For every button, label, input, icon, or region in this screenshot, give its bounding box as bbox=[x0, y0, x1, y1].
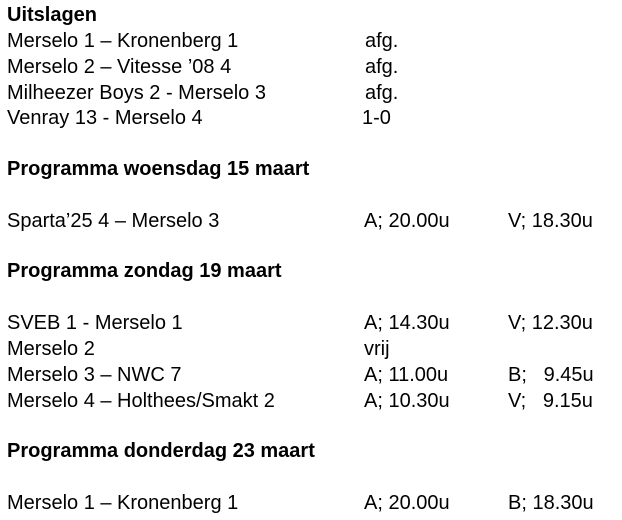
time-b: V; 12.30u bbox=[508, 312, 593, 334]
time-b: B; 9.45u bbox=[508, 364, 594, 386]
match-label: Merselo 3 – NWC 7 bbox=[7, 364, 182, 386]
time-b: B; 18.30u bbox=[508, 492, 594, 514]
time-a: A; 11.00u bbox=[364, 364, 449, 386]
time-b: V; 18.30u bbox=[508, 210, 593, 232]
time-a: A; 20.00u bbox=[364, 492, 450, 514]
time-a: A; 20.00u bbox=[364, 210, 450, 232]
match-label: Venray 13 - Merselo 4 bbox=[7, 107, 203, 129]
match-label: Merselo 1 – Kronenberg 1 bbox=[7, 492, 239, 514]
result-value: afg. bbox=[365, 56, 399, 78]
time-a: vrij bbox=[364, 338, 390, 360]
result-value: 1-0 bbox=[362, 107, 391, 129]
time-a: A; 10.30u bbox=[364, 390, 450, 412]
time-b: V; 9.15u bbox=[508, 390, 593, 412]
uitslagen-heading: Uitslagen bbox=[7, 4, 98, 26]
match-label: Merselo 2 – Vitesse ’08 4 bbox=[7, 56, 232, 78]
match-label: SVEB 1 - Merselo 1 bbox=[7, 312, 183, 334]
zondag-heading: Programma zondag 19 maart bbox=[7, 260, 282, 282]
match-label: Milheezer Boys 2 - Merselo 3 bbox=[7, 82, 266, 104]
donderdag-heading: Programma donderdag 23 maart bbox=[7, 440, 315, 462]
result-value: afg. bbox=[365, 30, 399, 52]
match-label: Merselo 2 bbox=[7, 338, 95, 360]
match-label: Sparta’25 4 – Merselo 3 bbox=[7, 210, 220, 232]
woensdag-heading: Programma woensdag 15 maart bbox=[7, 158, 310, 180]
time-a: A; 14.30u bbox=[364, 312, 450, 334]
result-value: afg. bbox=[365, 82, 399, 104]
match-label: Merselo 4 – Holthees/Smakt 2 bbox=[7, 390, 275, 412]
match-label: Merselo 1 – Kronenberg 1 bbox=[7, 30, 239, 52]
